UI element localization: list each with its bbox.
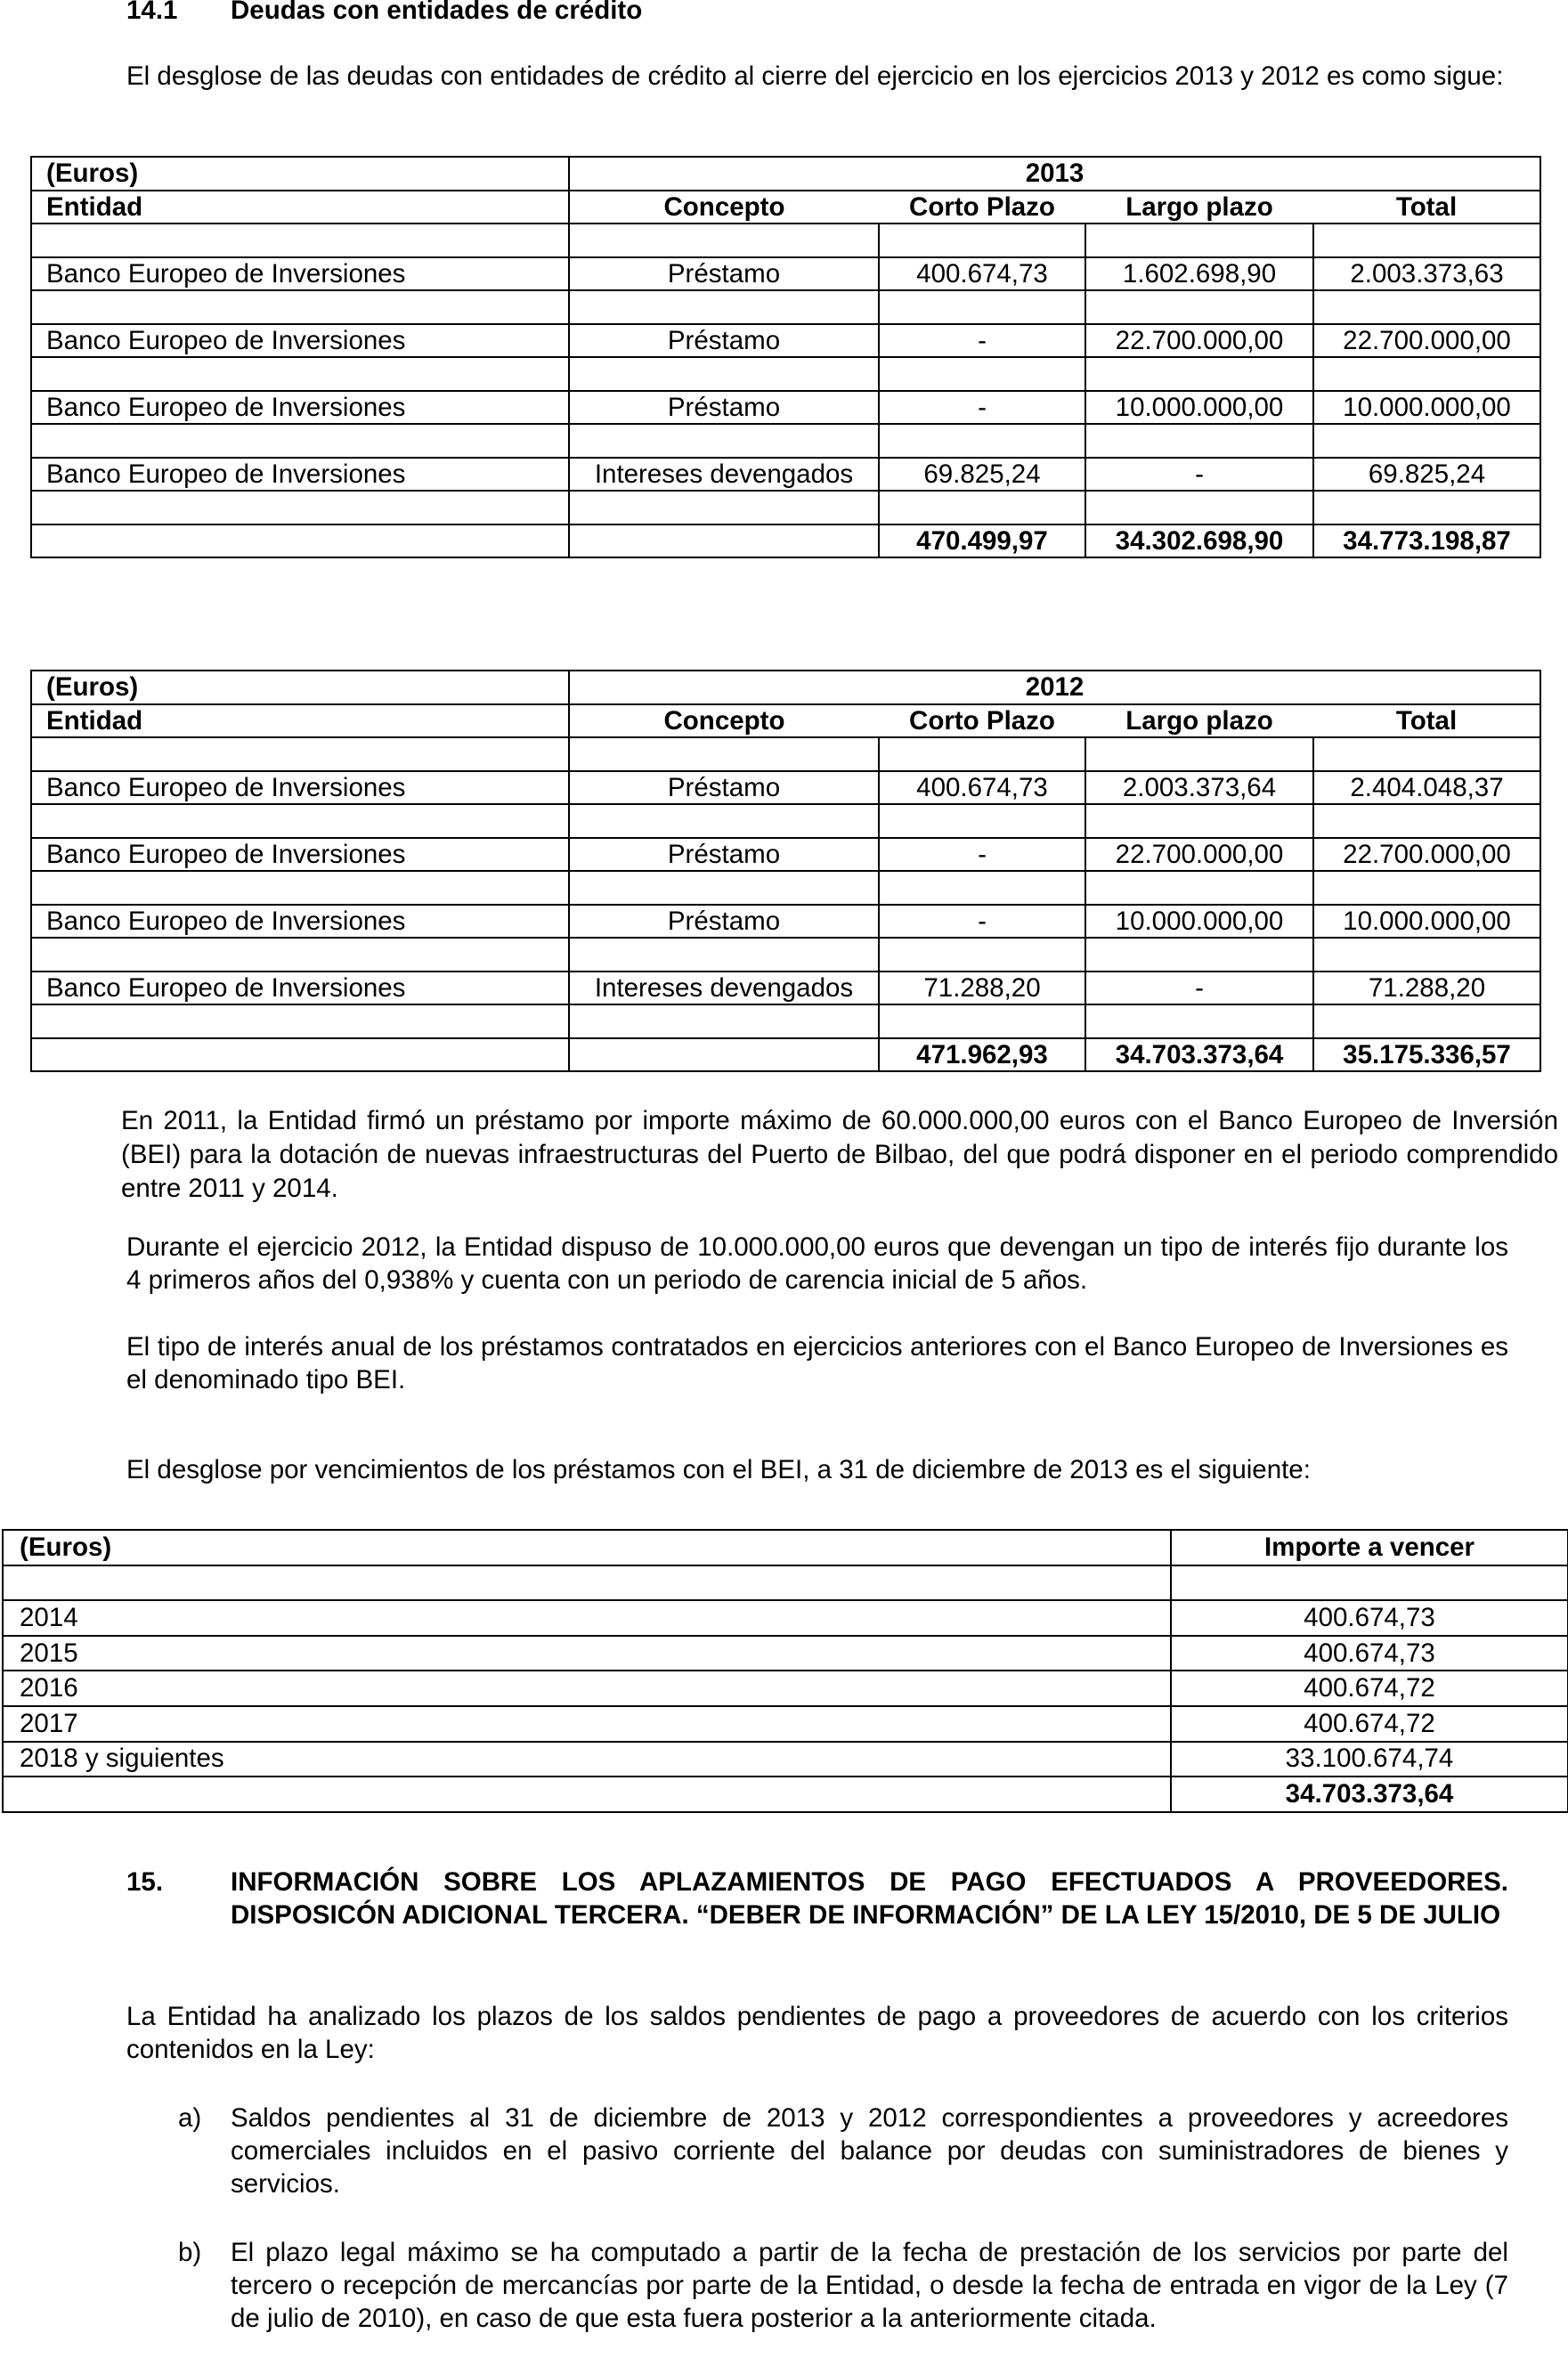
header-entidad: Entidad xyxy=(31,191,569,224)
cell-total: 69.825,24 xyxy=(1313,458,1540,492)
cell-total: 71.288,20 xyxy=(1313,972,1540,1005)
cell-concepto: Préstamo xyxy=(569,391,879,425)
table-row xyxy=(3,1671,1568,1706)
cell-amount: 400.674,72 xyxy=(1171,1671,1568,1706)
header-concepto: Concepto xyxy=(569,704,879,738)
cell-largo-plazo: - xyxy=(1085,972,1313,1005)
cell-corto-plazo: 400.674,73 xyxy=(879,771,1085,805)
cell-total: 10.000.000,00 xyxy=(1313,391,1540,425)
section-15-intro: La Entidad ha analizado los plazos de los saldos pendientes de pago a proveedores de acuerdo con los criterios contenidos en la Ley: xyxy=(126,2002,1508,2064)
totals-row xyxy=(31,1038,1540,1072)
cell-corto-plazo: - xyxy=(879,905,1085,939)
paragraph-drawdown-2012: Durante el ejercicio 2012, la Entidad dispuso de 10.000.000,00 euros que devengan un tipo de interés fijo durante los 4 primeros años del 0,938% y cuenta con un periodo de carencia inicial de 5 años. xyxy=(126,1232,1508,1295)
cell-entidad: Banco Europeo de Inversiones xyxy=(31,771,569,805)
cell-largo-plazo: - xyxy=(1085,458,1313,492)
cell-total: 22.700.000,00 xyxy=(1313,324,1540,358)
spacer-row xyxy=(31,491,1540,524)
cell-year: 2018 y siguientes xyxy=(3,1742,1171,1777)
header-total: Total xyxy=(1313,191,1540,224)
table-row xyxy=(31,771,1540,805)
cell-corto-plazo: 69.825,24 xyxy=(879,458,1085,492)
cell-largo-plazo: 1.602.698,90 xyxy=(1085,257,1313,291)
table-row xyxy=(31,838,1540,872)
cell-entidad: Banco Europeo de Inversiones xyxy=(31,458,569,492)
spacer-row xyxy=(31,424,1540,458)
table-row xyxy=(31,972,1540,1005)
cell-largo-plazo: 10.000.000,00 xyxy=(1085,905,1313,939)
cell-concepto: Préstamo xyxy=(569,257,879,291)
unit-label: (Euros) xyxy=(31,157,569,191)
cell-largo-plazo: 22.700.000,00 xyxy=(1085,324,1313,358)
year-header: 2013 xyxy=(569,157,1540,191)
cell-concepto: Préstamo xyxy=(569,324,879,358)
maturity-table xyxy=(2,1529,1568,1813)
section-15-title: INFORMACIÓN SOBRE LOS APLAZAMIENTOS DE PAGO EFECTUADOS A PROVEEDORES. DISPOSICÓN ADICIONAL TERCERA. “DEBER DE INFORMACIÓN” DE LA LEY 15/2010, DE 5 DE JULIO xyxy=(231,1867,1508,1930)
table-row xyxy=(3,1742,1568,1777)
cell-amount: 33.100.674,74 xyxy=(1171,1742,1568,1777)
table-row xyxy=(3,1600,1568,1636)
section-14-1-title: Deudas con entidades de crédito xyxy=(231,0,643,25)
cell-corto-plazo: - xyxy=(879,391,1085,425)
cell-entidad: Banco Europeo de Inversiones xyxy=(31,324,569,358)
section-14-1-intro: El desglose de las deudas con entidades de crédito al cierre del ejercicio en los ejercicios 2013 y 2012 es como sigue: xyxy=(126,61,1504,91)
cell-concepto: Intereses devengados xyxy=(569,458,879,492)
total-corto-plazo: 471.962,93 xyxy=(879,1038,1085,1072)
list-item-a-marker: a) xyxy=(178,2103,202,2133)
cell-concepto: Intereses devengados xyxy=(569,972,879,1005)
cell-entidad: Banco Europeo de Inversiones xyxy=(31,391,569,425)
totals-row xyxy=(3,1777,1568,1812)
cell-year: 2016 xyxy=(3,1671,1171,1706)
cell-entidad: Banco Europeo de Inversiones xyxy=(31,257,569,291)
total-total: 34.773.198,87 xyxy=(1313,524,1540,558)
header-entidad: Entidad xyxy=(31,704,569,738)
total-total: 35.175.336,57 xyxy=(1313,1038,1540,1072)
spacer-row xyxy=(31,804,1540,838)
cell-entidad: Banco Europeo de Inversiones xyxy=(31,838,569,872)
unit-label: (Euros) xyxy=(3,1530,1171,1565)
table-row xyxy=(31,458,1540,492)
spacer-row xyxy=(31,1004,1540,1038)
totals-row xyxy=(31,524,1540,558)
header-largo-plazo: Largo plazo xyxy=(1085,704,1313,738)
debt-table-2013 xyxy=(30,156,1541,558)
cell-concepto: Préstamo xyxy=(569,771,879,805)
list-item-b-marker: b) xyxy=(178,2238,202,2267)
header-concepto: Concepto xyxy=(569,191,879,224)
list-item-a-text: Saldos pendientes al 31 de diciembre de 2013 y 2012 correspondientes a proveedores y acreedores comerciales incluidos en el pasivo corriente del balance por deudas con suministradores de bienes y servicios. xyxy=(231,2103,1508,2199)
paragraph-maturity-intro: El desglose por vencimientos de los préstamos con el BEI, a 31 de diciembre de 2013 es el siguiente: xyxy=(126,1455,1311,1484)
unit-label: (Euros) xyxy=(31,671,569,704)
header-importe-a-vencer: Importe a vencer xyxy=(1171,1530,1568,1565)
cell-year: 2014 xyxy=(3,1600,1171,1636)
cell-largo-plazo: 10.000.000,00 xyxy=(1085,391,1313,425)
total-amount: 34.703.373,64 xyxy=(1171,1777,1568,1812)
header-corto-plazo: Corto Plazo xyxy=(879,704,1085,738)
header-largo-plazo: Largo plazo xyxy=(1085,191,1313,224)
cell-year: 2017 xyxy=(3,1706,1171,1742)
cell-total: 2.404.048,37 xyxy=(1313,771,1540,805)
total-corto-plazo: 470.499,97 xyxy=(879,524,1085,558)
cell-corto-plazo: - xyxy=(879,324,1085,358)
table-row xyxy=(31,324,1540,358)
cell-year: 2015 xyxy=(3,1636,1171,1671)
paragraph-loan-2011: En 2011, la Entidad firmó un préstamo por importe máximo de 60.000.000,00 euros con el Banco Europeo de Inversión (BEI) para la dotación de nuevas infraestructuras del Puerto de Bilbao, del que podrá disponer en el periodo comprendido entre 2011 y 2014. xyxy=(121,1106,1558,1203)
cell-entidad: Banco Europeo de Inversiones xyxy=(31,905,569,939)
cell-amount: 400.674,73 xyxy=(1171,1600,1568,1636)
header-total: Total xyxy=(1313,704,1540,738)
total-largo-plazo: 34.302.698,90 xyxy=(1085,524,1313,558)
section-14-1-number: 14.1 xyxy=(126,0,178,25)
table-row xyxy=(31,391,1540,425)
spacer-row xyxy=(31,224,1540,257)
table-row xyxy=(3,1706,1568,1742)
cell-corto-plazo: - xyxy=(879,838,1085,872)
cell-total: 22.700.000,00 xyxy=(1313,838,1540,872)
cell-concepto: Préstamo xyxy=(569,838,879,872)
cell-largo-plazo: 2.003.373,64 xyxy=(1085,771,1313,805)
cell-total: 2.003.373,63 xyxy=(1313,257,1540,291)
spacer-row xyxy=(3,1565,1568,1601)
section-15-number: 15. xyxy=(126,1867,164,1897)
list-item-b-text: El plazo legal máximo se ha computado a partir de la fecha de prestación de los servicios por parte del tercero o recepción de mercancías por parte de la Entidad, o desde la fecha de entrada en vigor de la Ley (7 de julio de 2010), en caso de que esta fuera posterior a la anteriormente citada. xyxy=(231,2238,1508,2333)
spacer-row xyxy=(31,357,1540,391)
cell-largo-plazo: 22.700.000,00 xyxy=(1085,838,1313,872)
debt-table-2012 xyxy=(30,670,1541,1072)
paragraph-interest-type: El tipo de interés anual de los préstamos contratados en ejercicios anteriores con el Banco Europeo de Inversiones es el denominado tipo BEI. xyxy=(126,1332,1508,1394)
spacer-row xyxy=(31,290,1540,324)
table-row xyxy=(31,257,1540,291)
cell-amount: 400.674,73 xyxy=(1171,1636,1568,1671)
cell-corto-plazo: 400.674,73 xyxy=(879,257,1085,291)
cell-entidad: Banco Europeo de Inversiones xyxy=(31,972,569,1005)
year-header: 2012 xyxy=(569,671,1540,704)
cell-total: 10.000.000,00 xyxy=(1313,905,1540,939)
total-largo-plazo: 34.703.373,64 xyxy=(1085,1038,1313,1072)
header-corto-plazo: Corto Plazo xyxy=(879,191,1085,224)
spacer-row xyxy=(31,871,1540,905)
spacer-row xyxy=(31,938,1540,972)
table-row xyxy=(31,905,1540,939)
spacer-row xyxy=(31,737,1540,771)
table-row xyxy=(3,1636,1568,1671)
cell-corto-plazo: 71.288,20 xyxy=(879,972,1085,1005)
cell-amount: 400.674,72 xyxy=(1171,1706,1568,1742)
cell-concepto: Préstamo xyxy=(569,905,879,939)
